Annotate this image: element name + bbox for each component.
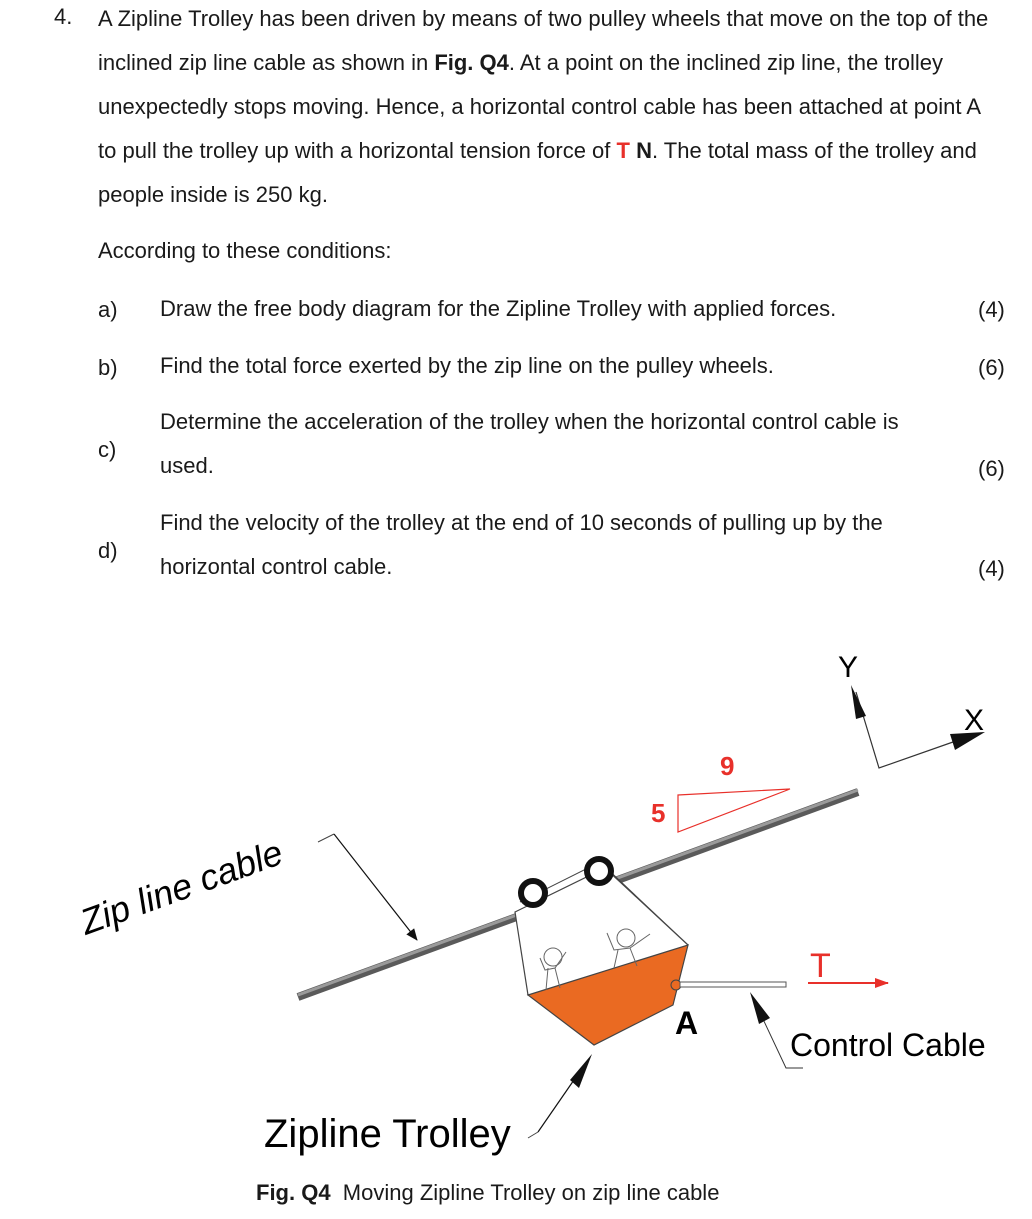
y-axis-arrowhead [851,685,866,719]
item-c-marks: (6) [978,456,1005,481]
trolley-leader-tick [528,1132,538,1138]
figure-caption [256,1180,719,1206]
item-a-marks: (4) [978,297,1005,322]
item-a-text: Draw the free body diagram for the Zipline Trolley with applied forces. [160,296,837,321]
item-d-text: Find the velocity of the trolley at the end of 10 seconds of pulling up by the horizontal control cable. [160,510,883,579]
question-intro [98,0,998,217]
tension-symbol: T [616,138,630,163]
item-b-marks: (6) [978,355,1005,380]
y-axis-label: Y [838,651,859,684]
item-b-label: b) [98,355,118,380]
figure-caption-text: Moving Zipline Trolley on zip line cable [342,1180,720,1205]
item-a-label: a) [98,297,118,322]
pulley-wheel-right [587,859,611,883]
item-c-text: Determine the acceleration of the trolley when the horizontal control cable is used. [160,409,899,478]
slope-run-label: 9 [720,751,735,781]
axis-lines [856,692,953,768]
control-cable-pointer-arrowhead [750,992,770,1024]
intro-text-a: A Zipline Trolley has been driven by means of two pulley wheels that move on the top of the inclined zip line cable as shown in [98,6,989,75]
item-c-label: c) [98,437,117,462]
pulley-wheel-left [521,881,545,905]
intro-text-b: . At a point on the inclined zip line, the trolley unexpectedly stops moving. Hence, a horizontal control cable has been attached at point A to pull the trolley up with a horizontal tension force of [98,50,980,163]
fig-reference: Fig. Q4 [434,50,509,75]
intro-text-c: . The total mass of the trolley and people inside is 250 kg. [98,138,977,207]
zip-line-leader-tick [318,834,334,842]
trolley-label: Zipline Trolley [264,1112,511,1156]
zipline-figure [0,600,1032,1180]
tension-unit: N [636,138,652,163]
slope-rise-label: 5 [651,798,666,828]
figure-caption-ref: Fig. Q4 [256,1180,331,1205]
conditions-text: According to these conditions: [98,238,392,263]
trolley-pointer-arrowhead [570,1054,592,1088]
item-d-label: d) [98,538,118,563]
slope-triangle [651,751,790,832]
zip-line-label: Zip line cable [74,831,289,943]
control-cable [680,982,786,987]
control-cable-label: Control Cable [790,1027,986,1063]
zipline-trolley [515,859,698,1045]
zip-line-pointer-arrow [334,834,417,940]
x-axis-label: X [964,704,985,737]
axes [838,651,985,768]
question-number: 4. [54,4,73,29]
item-b-text: Find the total force exerted by the zip line on the pulley wheels. [160,353,774,378]
point-a-label: A [675,1005,699,1041]
item-d-marks: (4) [978,556,1005,581]
tension-force-label: T [810,947,831,985]
